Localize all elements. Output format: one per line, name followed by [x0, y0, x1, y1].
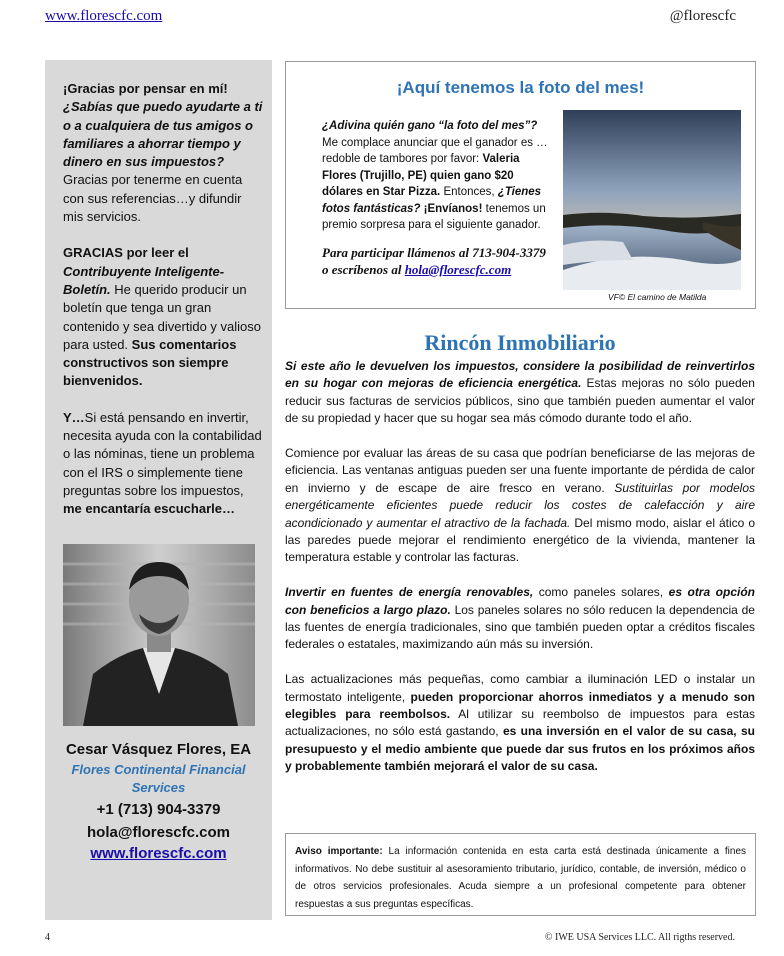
- article-paragraph-2: [285, 445, 755, 567]
- contact-phone: +1 (713) 904-3379: [96, 801, 221, 818]
- contact-website-link[interactable]: www.florescfc.com: [90, 845, 227, 862]
- newsletter-name: Contribuyente Inteligente-Boletín.: [63, 263, 225, 297]
- article-p3-lead: Invertir en fuentes de energía renovables,: [285, 585, 534, 600]
- article-paragraph-3: [285, 584, 755, 654]
- copyright: © IWE USA Services LLC. All rigths reserved.: [544, 932, 735, 943]
- article-p1-text: Estas mejoras no sólo pueden reducir sus facturas de servicios públicos, sino que también pueden aumentar el valor de su propiedad y hacer que su hogar sea más cómodo durante todo el año.: [285, 376, 755, 426]
- newsletter-paragraph: [63, 244, 263, 390]
- article-lead: Si este año le devuelven los impuestos, considere la posibilidad de reinvertirlos en su hogar con mejoras de eficiencia energética.: [285, 359, 755, 391]
- thanks-paragraph: [63, 80, 263, 226]
- sidebar-text: [63, 80, 263, 537]
- winning-photo: [563, 110, 741, 290]
- contact-card: [45, 741, 272, 865]
- photo-box-text: [322, 118, 554, 234]
- header-website-link[interactable]: www.florescfc.com: [45, 8, 163, 24]
- then-text: Entonces,: [443, 186, 495, 198]
- article-p3-text-end: Los paneles solares no sólo reducen la dependencia de las fuentes de energía tradicionales, sino que también pueden optar a créditos fiscales federales o estatales, maximizando aún más su inversión.: [285, 602, 755, 652]
- thanks-word: GRACIAS: [63, 245, 123, 261]
- disclaimer-text: La información contenida en esta carta está destinada únicamente a fines informativos. No debe sustituir al asesoramiento tributario, jurídico, contable, de inversión, médico o de otros servicios profesionales. Acuda siempre a un profesional competente para obtener respuestas a sus preguntas específicas.: [295, 846, 747, 910]
- photo-email-link[interactable]: hola@florescfc.com: [404, 262, 512, 277]
- invest-body: Si está pensando en invertir, necesita ayuda con la contabilidad o las nóminas, tiene un problema con el IRS o simplemente tiene preguntas sobre los impuestos,: [63, 409, 262, 498]
- article-p2-italic: Sustituirlas por modelos energéticamente eficientes puede reducir los costes de calefacción y aire acondicionado y aumentar el atractivo de la fachada.: [285, 480, 755, 530]
- article-body: [285, 358, 755, 793]
- article-p4-text: Las actualizaciones más pequeñas, como cambiar a iluminación LED o instalar un termostato inteligente,: [285, 672, 755, 704]
- send-us-text: ¡Envíanos!: [423, 202, 483, 215]
- thanks-question: ¿Sabías que puedo ayudarte a ti o a cualquiera de tus amigos o familiares a ahorrar tiempo y dinero en sus impuestos?: [63, 99, 263, 170]
- sidebar: [45, 60, 272, 920]
- article-title: Rincón Inmobiliario: [424, 330, 616, 355]
- article-p4-text-mid: Al utilizar su reembolso de impuestos para estas actualizaciones, no sólo está gastando,: [285, 707, 755, 739]
- thanks-heading: ¡Gracias por pensar en mí!: [63, 81, 228, 96]
- announce-text: Me complace anunciar que el ganador es … redoble de tambores por favor:: [322, 136, 548, 165]
- photo-box-title: ¡Aquí tenemos la foto del mes!: [396, 78, 645, 97]
- article-p2-text-end: Del mismo modo, aislar el ático o las paredes puede mejorar el rendimiento energético de la vivienda, mantener la temperatura estable y controlar las facturas.: [285, 515, 755, 565]
- comments-welcome: Sus comentarios constructivos son siempre bienvenidos.: [63, 336, 237, 389]
- contact-firm: Flores Continental Financial Services: [71, 762, 246, 795]
- disclaimer-box: [285, 833, 756, 916]
- invest-closing: me encantaría escucharle…: [63, 501, 235, 517]
- participate-call: Para participar llámenos al 713-904-3379 o escríbenos al: [322, 245, 546, 277]
- page-number: 4: [45, 932, 50, 943]
- photo-caption: VF© El camino de Matilda: [608, 292, 707, 302]
- article-paragraph-1: [285, 358, 755, 428]
- photos-question: ¿Tienes fotos fantásticas?: [322, 186, 542, 215]
- disclaimer-label: Aviso importante:: [295, 846, 383, 857]
- photo-of-month-box: [285, 61, 756, 309]
- header-social-handle: @florescfc: [669, 8, 736, 24]
- article-p4-bold: pueden proporcionar ahorros inmediatos y a menudo son elegibles para reembolsos.: [285, 689, 756, 722]
- winner-text: Valeria Flores (Trujillo, PE) quien gano $20 dólares en Star Pizza.: [322, 153, 520, 198]
- author-portrait: [63, 544, 255, 726]
- participate-text: [322, 244, 554, 278]
- contact-email: hola@florescfc.com: [87, 824, 230, 841]
- thanks-body: Gracias por tenerme en cuenta con sus referencias…y difundir mis servicios.: [63, 172, 243, 225]
- article-paragraph-4: [285, 671, 755, 775]
- invest-lead: Y…: [63, 409, 85, 425]
- article-p2-text: Comience por evaluar las áreas de su casa que podrían beneficiarse de las mejoras de eficiencia. Las ventanas antiguas pueden ser una fuente importante de pérdida de calor en invierno y de escape de aire fresco en verano.: [285, 446, 755, 495]
- guess-question: ¿Adivina quién gano “la foto del mes”?: [322, 120, 538, 132]
- prize-text: tenemos un premio sorpresa para el siguiente ganador.: [322, 202, 546, 231]
- article-p3-text: como paneles solares,: [538, 585, 664, 600]
- invest-paragraph: [63, 409, 263, 519]
- article-p4-bold-end: es una inversión en el valor de su casa, su presupuesto y el medio ambiente que puede dar sus frutos en los próximos años y probablemente también mejorará el valor de su casa.: [285, 724, 755, 774]
- article-p3-emphasis: es otra opción con beneficios a largo plazo.: [285, 585, 755, 617]
- contact-name: Cesar Vásquez Flores, EA: [65, 741, 252, 758]
- reading-phrase: por leer el: [126, 245, 189, 261]
- newsletter-body: He querido producir un boletín que tenga un gran contenido y sea divertido y valioso para usted.: [63, 281, 262, 352]
